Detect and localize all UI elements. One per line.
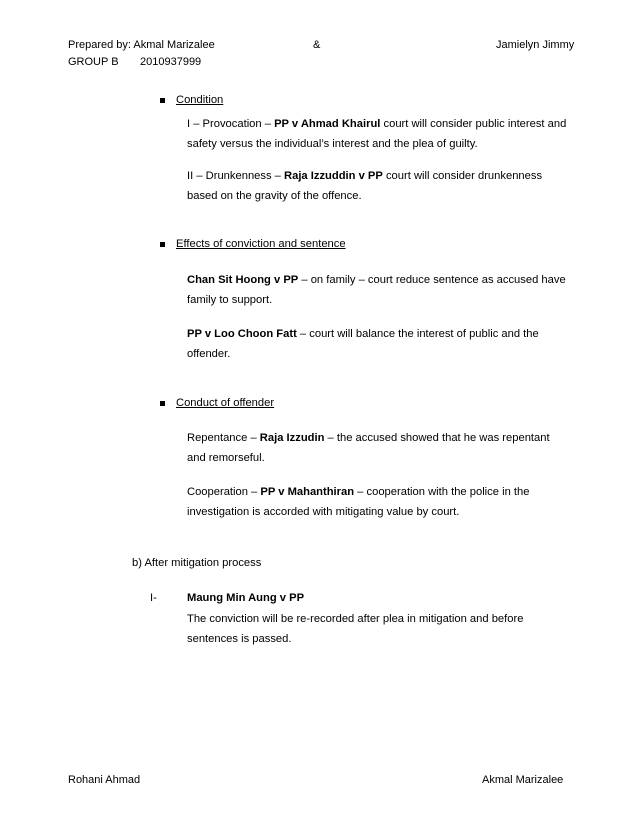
section-conduct xyxy=(160,397,274,409)
footer-right: Akmal Marizalee xyxy=(482,774,564,786)
paragraph: Chan Sit Hoong v PP – on family – court reduce sentence as accused have family to support. xyxy=(187,274,566,306)
case-name: PP v Mahanthiran xyxy=(260,486,355,498)
paragraph: Repentance – Raja Izzudin – the accused showed that he was repentant and remorseful. xyxy=(187,432,550,464)
paragraph: The conviction will be re-recorded after plea in mitigation and before sentences is passed. xyxy=(187,613,524,645)
header-prepared-by: Prepared by: Akmal Marizalee xyxy=(68,39,215,51)
section-condition xyxy=(160,94,223,106)
item-marker: I- xyxy=(150,592,157,604)
header-group: GROUP B xyxy=(68,56,119,68)
paragraph: PP v Loo Choon Fatt – court will balance the interest of public and the offender. xyxy=(187,328,539,360)
footer-left: Rohani Ahmad xyxy=(68,774,141,786)
section-heading: Condition xyxy=(176,94,224,106)
section-effects xyxy=(160,238,346,250)
paragraph: I – Provocation – PP v Ahmad Khairul court will consider public interest and safety versus the individual’s interest and the plea of guilty. xyxy=(187,118,567,150)
case-name: Raja Izzudin xyxy=(259,432,325,444)
square-bullet-icon xyxy=(160,98,165,103)
case-name: PP v Loo Choon Fatt xyxy=(187,328,297,340)
square-bullet-icon xyxy=(160,242,165,247)
case-name: PP v Ahmad Khairul xyxy=(274,118,381,130)
section-heading: Effects of conviction and sentence xyxy=(176,238,346,250)
subsection-heading: b) After mitigation process xyxy=(132,557,262,569)
section-heading: Conduct of offender xyxy=(176,397,275,409)
case-name: Maung Min Aung v PP xyxy=(187,592,305,604)
paragraph: Cooperation – PP v Mahanthiran – cooperation with the police in the investigation is accorded with mitigating value by court. xyxy=(187,486,530,518)
header-partner: Jamielyn Jimmy xyxy=(496,39,575,51)
case-name: Raja Izzuddin v PP xyxy=(284,170,383,182)
header-id: 2010937999 xyxy=(140,56,202,68)
case-name: Chan Sit Hoong v PP xyxy=(187,274,299,286)
paragraph: II – Drunkenness – Raja Izzuddin v PP court will consider drunkenness based on the gravity of the offence. xyxy=(187,170,543,202)
square-bullet-icon xyxy=(160,401,165,406)
header-ampersand: & xyxy=(313,39,321,51)
